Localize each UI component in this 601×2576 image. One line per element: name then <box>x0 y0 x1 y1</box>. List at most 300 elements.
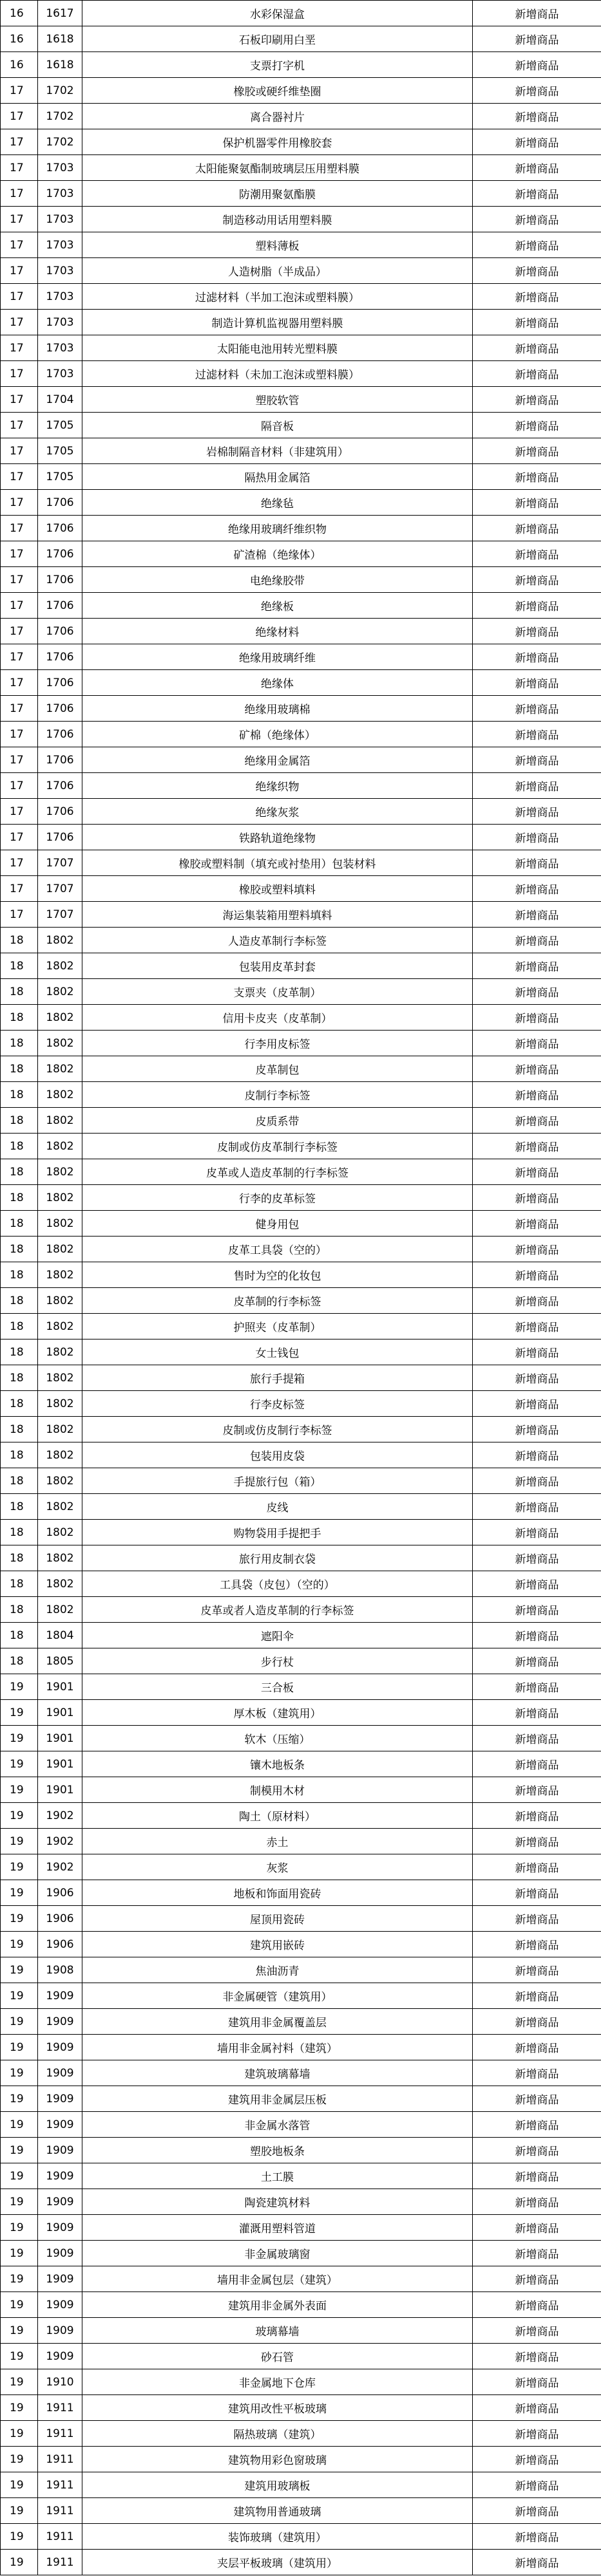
class-number-cell: 19 <box>1 1674 38 1700</box>
product-name-cell: 信用卡皮夹（皮革制） <box>82 1005 473 1031</box>
product-name-cell: 制造移动用话用塑料膜 <box>82 207 473 232</box>
product-name-cell: 塑胶软管 <box>82 387 473 413</box>
status-cell: 新增商品 <box>473 490 601 516</box>
product-name-cell: 皮革或人造皮革制的行李标签 <box>82 1159 473 1185</box>
group-code-cell: 1802 <box>38 1237 82 1262</box>
status-cell: 新增商品 <box>473 1545 601 1571</box>
class-number-cell: 17 <box>1 438 38 464</box>
table-row <box>1 2292 601 2318</box>
status-cell: 新增商品 <box>473 1237 601 1262</box>
product-name-cell: 皮革制包 <box>82 1056 473 1082</box>
status-cell: 新增商品 <box>473 1417 601 1442</box>
class-number-cell: 19 <box>1 2009 38 2035</box>
table-row <box>1 155 601 181</box>
table-row <box>1 2421 601 2447</box>
status-cell: 新增商品 <box>473 722 601 747</box>
product-name-cell: 皮革制的行李标签 <box>82 1288 473 1314</box>
status-cell: 新增商品 <box>473 1159 601 1185</box>
group-code-cell: 1706 <box>38 825 82 850</box>
class-number-cell: 17 <box>1 902 38 928</box>
table-row <box>1 2498 601 2524</box>
product-name-cell: 绝缘用玻璃纤维织物 <box>82 516 473 541</box>
table-row <box>1 104 601 129</box>
table-row <box>1 1726 601 1751</box>
status-cell: 新增商品 <box>473 928 601 953</box>
class-number-cell: 17 <box>1 722 38 747</box>
product-name-cell: 皮制行李标签 <box>82 1082 473 1108</box>
class-number-cell: 17 <box>1 361 38 387</box>
group-code-cell: 1901 <box>38 1700 82 1726</box>
product-name-cell: 过滤材料（半加工泡沫或塑料膜） <box>82 284 473 310</box>
product-name-cell: 赤土 <box>82 1829 473 1854</box>
table-row <box>1 2112 601 2138</box>
class-number-cell: 19 <box>1 2292 38 2318</box>
product-name-cell: 步行杖 <box>82 1648 473 1674</box>
status-cell: 新增商品 <box>473 438 601 464</box>
class-number-cell: 17 <box>1 155 38 181</box>
table-row <box>1 2138 601 2163</box>
product-name-cell: 绝缘用金属箔 <box>82 747 473 773</box>
class-number-cell: 18 <box>1 1442 38 1468</box>
status-cell: 新增商品 <box>473 979 601 1005</box>
product-name-cell: 支票打字机 <box>82 52 473 78</box>
group-code-cell: 1802 <box>38 928 82 953</box>
status-cell: 新增商品 <box>473 2447 601 2472</box>
group-code-cell: 1804 <box>38 1623 82 1648</box>
group-code-cell: 1703 <box>38 155 82 181</box>
class-number-cell: 17 <box>1 310 38 335</box>
group-code-cell: 1906 <box>38 1880 82 1906</box>
class-number-cell: 17 <box>1 78 38 104</box>
product-name-cell: 皮质系带 <box>82 1108 473 1134</box>
product-name-cell: 绝缘材料 <box>82 619 473 644</box>
table-row <box>1 1700 601 1726</box>
product-name-cell: 建筑物用普通玻璃 <box>82 2498 473 2524</box>
class-number-cell: 19 <box>1 1854 38 1880</box>
group-code-cell: 1802 <box>38 1545 82 1571</box>
group-code-cell: 1909 <box>38 2318 82 2344</box>
product-name-cell: 保护机器零件用橡胶套 <box>82 129 473 155</box>
class-number-cell: 18 <box>1 1185 38 1211</box>
table-row <box>1 567 601 593</box>
group-code-cell: 1902 <box>38 1803 82 1829</box>
product-name-cell: 隔音板 <box>82 413 473 438</box>
group-code-cell: 1909 <box>38 2266 82 2292</box>
product-name-cell: 铁路轨道绝缘物 <box>82 825 473 850</box>
class-number-cell: 18 <box>1 928 38 953</box>
group-code-cell: 1703 <box>38 181 82 207</box>
group-code-cell: 1901 <box>38 1674 82 1700</box>
table-row <box>1 696 601 722</box>
group-code-cell: 1706 <box>38 696 82 722</box>
class-number-cell: 17 <box>1 232 38 258</box>
status-cell: 新增商品 <box>473 2086 601 2112</box>
product-name-cell: 人造树脂（半成品） <box>82 258 473 284</box>
product-name-cell: 行李用皮标签 <box>82 1031 473 1056</box>
class-number-cell: 18 <box>1 1648 38 1674</box>
class-number-cell: 17 <box>1 284 38 310</box>
product-name-cell: 非金属水落管 <box>82 2112 473 2138</box>
status-cell: 新增商品 <box>473 2395 601 2421</box>
status-cell: 新增商品 <box>473 773 601 799</box>
product-name-cell: 过滤材料（未加工泡沫或塑料膜） <box>82 361 473 387</box>
class-number-cell: 16 <box>1 1 38 26</box>
status-cell: 新增商品 <box>473 1983 601 2009</box>
class-number-cell: 18 <box>1 1545 38 1571</box>
group-code-cell: 1703 <box>38 207 82 232</box>
status-cell: 新增商品 <box>473 2472 601 2498</box>
group-code-cell: 1802 <box>38 1005 82 1031</box>
group-code-cell: 1911 <box>38 2421 82 2447</box>
class-number-cell: 18 <box>1 1365 38 1391</box>
group-code-cell: 1802 <box>38 1597 82 1623</box>
product-name-cell: 橡胶或硬纤维垫圈 <box>82 78 473 104</box>
product-name-cell: 软木（压缩） <box>82 1726 473 1751</box>
group-code-cell: 1802 <box>38 1494 82 1520</box>
class-number-cell: 18 <box>1 1237 38 1262</box>
class-number-cell: 18 <box>1 1314 38 1339</box>
class-number-cell: 18 <box>1 1005 38 1031</box>
table-row <box>1 1262 601 1288</box>
status-cell: 新增商品 <box>473 2344 601 2369</box>
group-code-cell: 1706 <box>38 799 82 825</box>
group-code-cell: 1802 <box>38 1520 82 1545</box>
status-cell: 新增商品 <box>473 1829 601 1854</box>
status-cell: 新增商品 <box>473 2241 601 2266</box>
class-number-cell: 17 <box>1 670 38 696</box>
table-row <box>1 541 601 567</box>
table-row <box>1 1545 601 1571</box>
group-code-cell: 1706 <box>38 644 82 670</box>
group-code-cell: 1911 <box>38 2550 82 2575</box>
class-number-cell: 17 <box>1 747 38 773</box>
table-row <box>1 1520 601 1545</box>
product-name-cell: 支票夹（皮革制） <box>82 979 473 1005</box>
group-code-cell: 1802 <box>38 1314 82 1339</box>
table-row <box>1 2524 601 2550</box>
table-row <box>1 1777 601 1803</box>
table-row <box>1 644 601 670</box>
table-row <box>1 1854 601 1880</box>
table-row <box>1 1339 601 1365</box>
table-row <box>1 1880 601 1906</box>
status-cell: 新增商品 <box>473 1056 601 1082</box>
group-code-cell: 1901 <box>38 1751 82 1777</box>
status-cell: 新增商品 <box>473 104 601 129</box>
status-cell: 新增商品 <box>473 413 601 438</box>
product-name-cell: 包装用皮革封套 <box>82 953 473 979</box>
class-number-cell: 17 <box>1 850 38 876</box>
status-cell: 新增商品 <box>473 1339 601 1365</box>
group-code-cell: 1909 <box>38 2241 82 2266</box>
product-name-cell: 绝缘体 <box>82 670 473 696</box>
status-cell: 新增商品 <box>473 1494 601 1520</box>
status-cell: 新增商品 <box>473 387 601 413</box>
status-cell: 新增商品 <box>473 902 601 928</box>
group-code-cell: 1706 <box>38 516 82 541</box>
product-name-cell: 墙用非金属包层（建筑） <box>82 2266 473 2292</box>
product-name-cell: 装饰玻璃（建筑用） <box>82 2524 473 2550</box>
status-cell: 新增商品 <box>473 2498 601 2524</box>
product-name-cell: 屋顶用瓷砖 <box>82 1906 473 1932</box>
group-code-cell: 1706 <box>38 541 82 567</box>
class-number-cell: 19 <box>1 2421 38 2447</box>
table-row <box>1 1468 601 1494</box>
table-row <box>1 52 601 78</box>
group-code-cell: 1702 <box>38 104 82 129</box>
table-row <box>1 1185 601 1211</box>
class-number-cell: 17 <box>1 181 38 207</box>
status-cell: 新增商品 <box>473 619 601 644</box>
table-row <box>1 593 601 619</box>
class-number-cell: 18 <box>1 979 38 1005</box>
table-row <box>1 1 601 26</box>
status-cell: 新增商品 <box>473 1906 601 1932</box>
group-code-cell: 1702 <box>38 129 82 155</box>
class-number-cell: 19 <box>1 2189 38 2215</box>
group-code-cell: 1906 <box>38 1906 82 1932</box>
goods-table-body <box>1 1 601 2575</box>
status-cell: 新增商品 <box>473 284 601 310</box>
product-name-cell: 皮革或者人造皮革制的行李标签 <box>82 1597 473 1623</box>
group-code-cell: 1910 <box>38 2369 82 2395</box>
status-cell: 新增商品 <box>473 361 601 387</box>
group-code-cell: 1703 <box>38 335 82 361</box>
group-code-cell: 1802 <box>38 1365 82 1391</box>
table-row <box>1 284 601 310</box>
status-cell: 新增商品 <box>473 1442 601 1468</box>
status-cell: 新增商品 <box>473 2060 601 2086</box>
group-code-cell: 1909 <box>38 2009 82 2035</box>
group-code-cell: 1805 <box>38 1648 82 1674</box>
status-cell: 新增商品 <box>473 1108 601 1134</box>
product-name-cell: 护照夹（皮革制） <box>82 1314 473 1339</box>
product-name-cell: 岩棉制隔音材料（非建筑用） <box>82 438 473 464</box>
group-code-cell: 1705 <box>38 464 82 490</box>
product-name-cell: 防潮用聚氨酯膜 <box>82 181 473 207</box>
group-code-cell: 1617 <box>38 1 82 26</box>
product-name-cell: 绝缘用玻璃棉 <box>82 696 473 722</box>
group-code-cell: 1802 <box>38 1417 82 1442</box>
table-row <box>1 619 601 644</box>
status-cell: 新增商品 <box>473 1751 601 1777</box>
group-code-cell: 1802 <box>38 1288 82 1314</box>
class-number-cell: 17 <box>1 876 38 902</box>
table-row <box>1 1417 601 1442</box>
table-row <box>1 1237 601 1262</box>
status-cell: 新增商品 <box>473 593 601 619</box>
group-code-cell: 1901 <box>38 1777 82 1803</box>
status-cell: 新增商品 <box>473 2550 601 2575</box>
table-row <box>1 129 601 155</box>
status-cell: 新增商品 <box>473 155 601 181</box>
status-cell: 新增商品 <box>473 232 601 258</box>
product-name-cell: 海运集装箱用塑料填料 <box>82 902 473 928</box>
group-code-cell: 1618 <box>38 26 82 52</box>
group-code-cell: 1707 <box>38 876 82 902</box>
class-number-cell: 19 <box>1 1700 38 1726</box>
product-name-cell: 非金属地下仓库 <box>82 2369 473 2395</box>
table-row <box>1 78 601 104</box>
table-row <box>1 2266 601 2292</box>
status-cell: 新增商品 <box>473 1391 601 1417</box>
status-cell: 新增商品 <box>473 1185 601 1211</box>
class-number-cell: 18 <box>1 953 38 979</box>
class-number-cell: 19 <box>1 2112 38 2138</box>
table-row <box>1 1391 601 1417</box>
product-name-cell: 夹层平板玻璃（建筑用） <box>82 2550 473 2575</box>
group-code-cell: 1702 <box>38 78 82 104</box>
table-row <box>1 1648 601 1674</box>
table-row <box>1 876 601 902</box>
class-number-cell: 18 <box>1 1211 38 1237</box>
class-number-cell: 19 <box>1 1803 38 1829</box>
group-code-cell: 1707 <box>38 850 82 876</box>
product-name-cell: 水彩保湿盒 <box>82 1 473 26</box>
status-cell: 新增商品 <box>473 1262 601 1288</box>
group-code-cell: 1802 <box>38 979 82 1005</box>
product-name-cell: 建筑玻璃幕墙 <box>82 2060 473 2086</box>
product-name-cell: 隔热玻璃（建筑） <box>82 2421 473 2447</box>
table-row <box>1 1623 601 1648</box>
status-cell: 新增商品 <box>473 1854 601 1880</box>
group-code-cell: 1911 <box>38 2395 82 2421</box>
table-row <box>1 1288 601 1314</box>
group-code-cell: 1707 <box>38 902 82 928</box>
group-code-cell: 1909 <box>38 2112 82 2138</box>
group-code-cell: 1909 <box>38 2060 82 2086</box>
table-row <box>1 1031 601 1056</box>
class-number-cell: 17 <box>1 516 38 541</box>
class-number-cell: 18 <box>1 1134 38 1159</box>
class-number-cell: 19 <box>1 1983 38 2009</box>
table-row <box>1 181 601 207</box>
group-code-cell: 1706 <box>38 567 82 593</box>
class-number-cell: 19 <box>1 2241 38 2266</box>
class-number-cell: 19 <box>1 2472 38 2498</box>
status-cell: 新增商品 <box>473 2163 601 2189</box>
table-row <box>1 1108 601 1134</box>
class-number-cell: 19 <box>1 2086 38 2112</box>
group-code-cell: 1902 <box>38 1854 82 1880</box>
product-name-cell: 制模用木材 <box>82 1777 473 1803</box>
group-code-cell: 1909 <box>38 2344 82 2369</box>
group-code-cell: 1802 <box>38 1031 82 1056</box>
product-name-cell: 电绝缘胶带 <box>82 567 473 593</box>
group-code-cell: 1802 <box>38 1185 82 1211</box>
product-name-cell: 建筑用非金属覆盖层 <box>82 2009 473 2035</box>
product-name-cell: 建筑用改性平板玻璃 <box>82 2395 473 2421</box>
product-name-cell: 工具袋（皮包）（空的） <box>82 1571 473 1597</box>
product-name-cell: 绝缘用玻璃纤维 <box>82 644 473 670</box>
table-row <box>1 799 601 825</box>
product-name-cell: 灌溉用塑料管道 <box>82 2215 473 2241</box>
status-cell: 新增商品 <box>473 876 601 902</box>
status-cell: 新增商品 <box>473 953 601 979</box>
class-number-cell: 19 <box>1 2498 38 2524</box>
table-row <box>1 1082 601 1108</box>
table-row <box>1 464 601 490</box>
status-cell: 新增商品 <box>473 541 601 567</box>
class-number-cell: 18 <box>1 1056 38 1082</box>
table-row <box>1 2009 601 2035</box>
class-number-cell: 19 <box>1 2447 38 2472</box>
class-number-cell: 17 <box>1 619 38 644</box>
table-row <box>1 1751 601 1777</box>
group-code-cell: 1802 <box>38 1211 82 1237</box>
group-code-cell: 1802 <box>38 1082 82 1108</box>
status-cell: 新增商品 <box>473 258 601 284</box>
status-cell: 新增商品 <box>473 1957 601 1983</box>
status-cell: 新增商品 <box>473 26 601 52</box>
product-name-cell: 绝缘灰浆 <box>82 799 473 825</box>
status-cell: 新增商品 <box>473 1314 601 1339</box>
status-cell: 新增商品 <box>473 2189 601 2215</box>
table-row <box>1 387 601 413</box>
product-name-cell: 焦油沥青 <box>82 1957 473 1983</box>
group-code-cell: 1802 <box>38 1159 82 1185</box>
table-row <box>1 1906 601 1932</box>
product-name-cell: 镶木地板条 <box>82 1751 473 1777</box>
product-name-cell: 塑胶地板条 <box>82 2138 473 2163</box>
group-code-cell: 1911 <box>38 2447 82 2472</box>
table-row <box>1 1983 601 2009</box>
status-cell: 新增商品 <box>473 2421 601 2447</box>
class-number-cell: 17 <box>1 129 38 155</box>
table-row <box>1 850 601 876</box>
table-row <box>1 902 601 928</box>
status-cell: 新增商品 <box>473 335 601 361</box>
group-code-cell: 1802 <box>38 953 82 979</box>
product-name-cell: 健身用包 <box>82 1211 473 1237</box>
status-cell: 新增商品 <box>473 2112 601 2138</box>
class-number-cell: 19 <box>1 2266 38 2292</box>
product-name-cell: 旅行用皮制衣袋 <box>82 1545 473 1571</box>
table-row <box>1 2189 601 2215</box>
product-name-cell: 包装用皮袋 <box>82 1442 473 1468</box>
class-number-cell: 18 <box>1 1571 38 1597</box>
status-cell: 新增商品 <box>473 1 601 26</box>
table-row <box>1 1159 601 1185</box>
product-name-cell: 石板印刷用白垩 <box>82 26 473 52</box>
class-number-cell: 16 <box>1 52 38 78</box>
class-number-cell: 17 <box>1 825 38 850</box>
class-number-cell: 19 <box>1 1906 38 1932</box>
product-name-cell: 陶瓷建筑材料 <box>82 2189 473 2215</box>
status-cell: 新增商品 <box>473 2009 601 2035</box>
class-number-cell: 17 <box>1 773 38 799</box>
class-number-cell: 19 <box>1 2344 38 2369</box>
status-cell: 新增商品 <box>473 1674 601 1700</box>
class-number-cell: 19 <box>1 2060 38 2086</box>
status-cell: 新增商品 <box>473 1134 601 1159</box>
table-row <box>1 2447 601 2472</box>
product-name-cell: 购物袋用手提把手 <box>82 1520 473 1545</box>
class-number-cell: 19 <box>1 2395 38 2421</box>
status-cell: 新增商品 <box>473 1571 601 1597</box>
class-number-cell: 19 <box>1 2550 38 2575</box>
status-cell: 新增商品 <box>473 696 601 722</box>
table-row <box>1 1494 601 1520</box>
product-name-cell: 行李的皮革标签 <box>82 1185 473 1211</box>
status-cell: 新增商品 <box>473 1623 601 1648</box>
table-row <box>1 413 601 438</box>
class-number-cell: 19 <box>1 1932 38 1957</box>
table-row <box>1 1442 601 1468</box>
status-cell: 新增商品 <box>473 2266 601 2292</box>
class-number-cell: 19 <box>1 1880 38 1906</box>
class-number-cell: 17 <box>1 387 38 413</box>
